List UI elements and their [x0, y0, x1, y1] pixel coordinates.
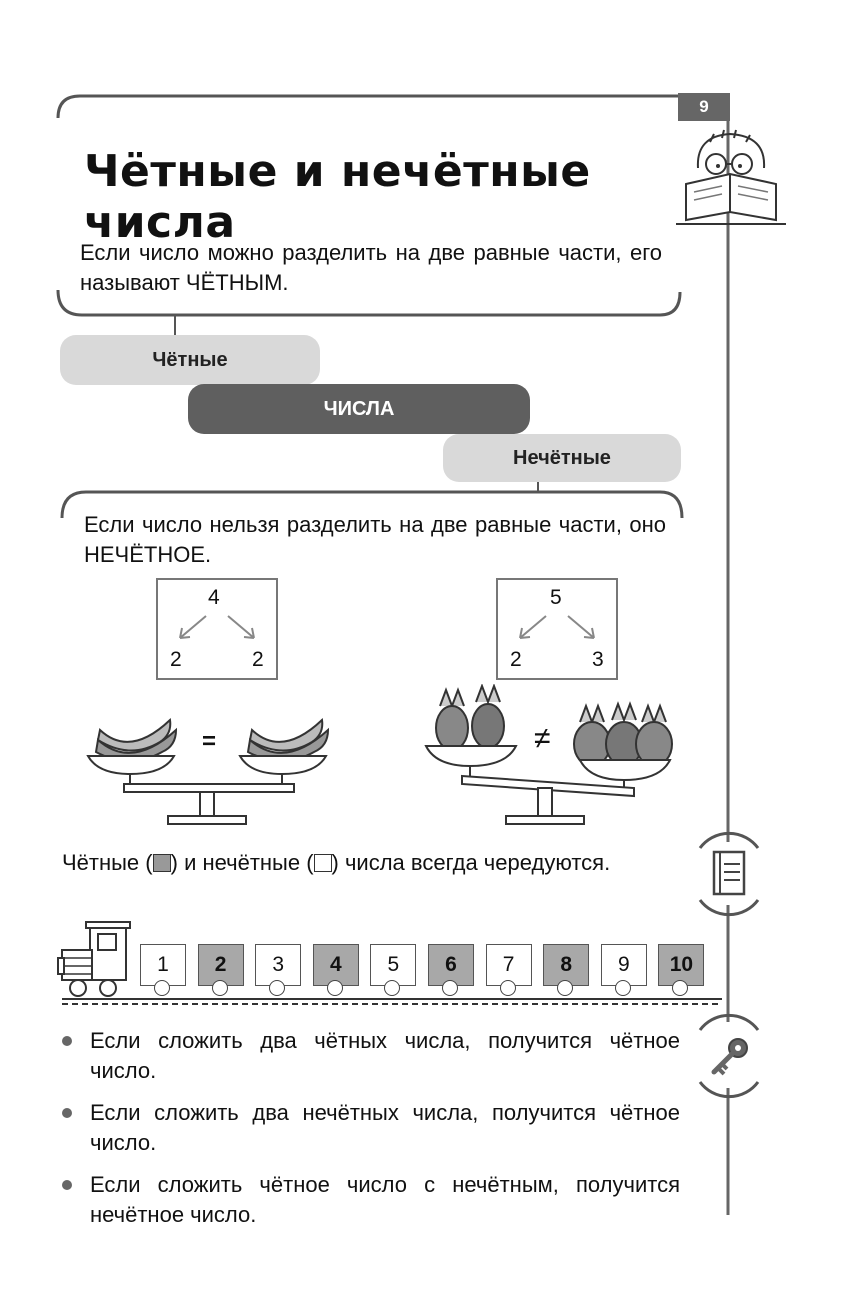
rule-item [60, 1098, 680, 1158]
even-number-car: 4 [313, 944, 359, 986]
split-even-right: 2 [252, 648, 264, 671]
wheel-icon [500, 980, 516, 996]
balanced-scale-icon [80, 700, 340, 830]
wheel-icon [384, 980, 400, 996]
alternate-part1: Чётные ( [62, 850, 153, 875]
even-number-car: 10 [658, 944, 704, 986]
rule-text: Если сложить два чётных числа, получится чётное число. [90, 1028, 680, 1083]
unbalanced-scale-icon [420, 684, 690, 830]
train-car [486, 944, 534, 1000]
bullet-icon [62, 1036, 72, 1046]
numbers-pill-label: ЧИСЛА [323, 398, 395, 420]
alternate-part3: ) числа всегда чередуются. [331, 850, 611, 875]
odd-pill-label: Нечётные [513, 447, 611, 469]
even-number-car: 6 [428, 944, 474, 986]
wheel-icon [212, 980, 228, 996]
odd-square-icon [314, 854, 332, 872]
train-car [140, 944, 188, 1000]
split-even-top: 4 [208, 586, 220, 609]
odd-number-car: 5 [370, 944, 416, 986]
wheel-icon [557, 980, 573, 996]
rules-list [60, 1026, 680, 1242]
train-car [255, 944, 303, 1000]
locomotive-icon [56, 918, 140, 1002]
even-square-icon [153, 854, 171, 872]
pineapple-icon [436, 686, 504, 750]
split-odd-left: 2 [510, 648, 522, 671]
wheel-icon [442, 980, 458, 996]
wheel-icon [615, 980, 631, 996]
odd-number-car: 1 [140, 944, 186, 986]
split-box-even [156, 578, 278, 680]
alternate-part2: ) и нечётные ( [170, 850, 314, 875]
reading-boy-icon [676, 128, 786, 228]
equal-sign: = [202, 728, 217, 755]
page-number: 9 [678, 93, 730, 121]
rule-item [60, 1170, 680, 1230]
split-even-left: 2 [170, 648, 182, 671]
train-car [658, 944, 706, 1000]
rule-text: Если сложить два нечётных числа, получится чётное число. [90, 1100, 680, 1155]
split-arrows-icon [158, 580, 276, 678]
rail-track [62, 996, 722, 1006]
split-arrows-icon [498, 580, 616, 678]
even-pill-label: Чётные [152, 349, 228, 371]
even-number-car: 2 [198, 944, 244, 986]
not-equal-sign: ≠ [534, 722, 551, 755]
banana-icon [248, 720, 328, 761]
odd-pill [443, 434, 681, 482]
rule-text: Если сложить чётное число с нечётным, получится нечётное число. [90, 1172, 680, 1227]
train-car [601, 944, 649, 1000]
split-box-odd [496, 578, 618, 680]
definition-odd: Если число нельзя разделить на две равные части, оно НЕЧЁТНОЕ. [84, 512, 666, 567]
banana-icon [96, 720, 176, 761]
split-odd-right: 3 [592, 648, 604, 671]
train-cars [140, 944, 720, 1004]
train-car [198, 944, 246, 1000]
wheel-icon [269, 980, 285, 996]
bullet-icon [62, 1180, 72, 1190]
even-pill [60, 335, 320, 385]
key-icon [704, 1032, 754, 1082]
rule-item [60, 1026, 680, 1086]
alternate-sentence [62, 848, 680, 878]
split-odd-top: 5 [550, 586, 562, 609]
train-car [313, 944, 361, 1000]
wheel-icon [327, 980, 343, 996]
bullet-icon [62, 1108, 72, 1118]
train-car [543, 944, 591, 1000]
even-number-car: 8 [543, 944, 589, 986]
odd-number-car: 7 [486, 944, 532, 986]
definition-even: Если число можно разделить на две равные части, его называют ЧЁТНЫМ. [80, 240, 662, 295]
wheel-icon [672, 980, 688, 996]
numbers-pill [188, 384, 530, 434]
train-car [428, 944, 476, 1000]
book-icon [706, 848, 752, 900]
odd-number-car: 9 [601, 944, 647, 986]
page-title: Чётные и нечётные числа [84, 146, 591, 248]
wheel-icon [154, 980, 170, 996]
train-car [370, 944, 418, 1000]
pineapple-icon [574, 704, 672, 766]
odd-number-car: 3 [255, 944, 301, 986]
